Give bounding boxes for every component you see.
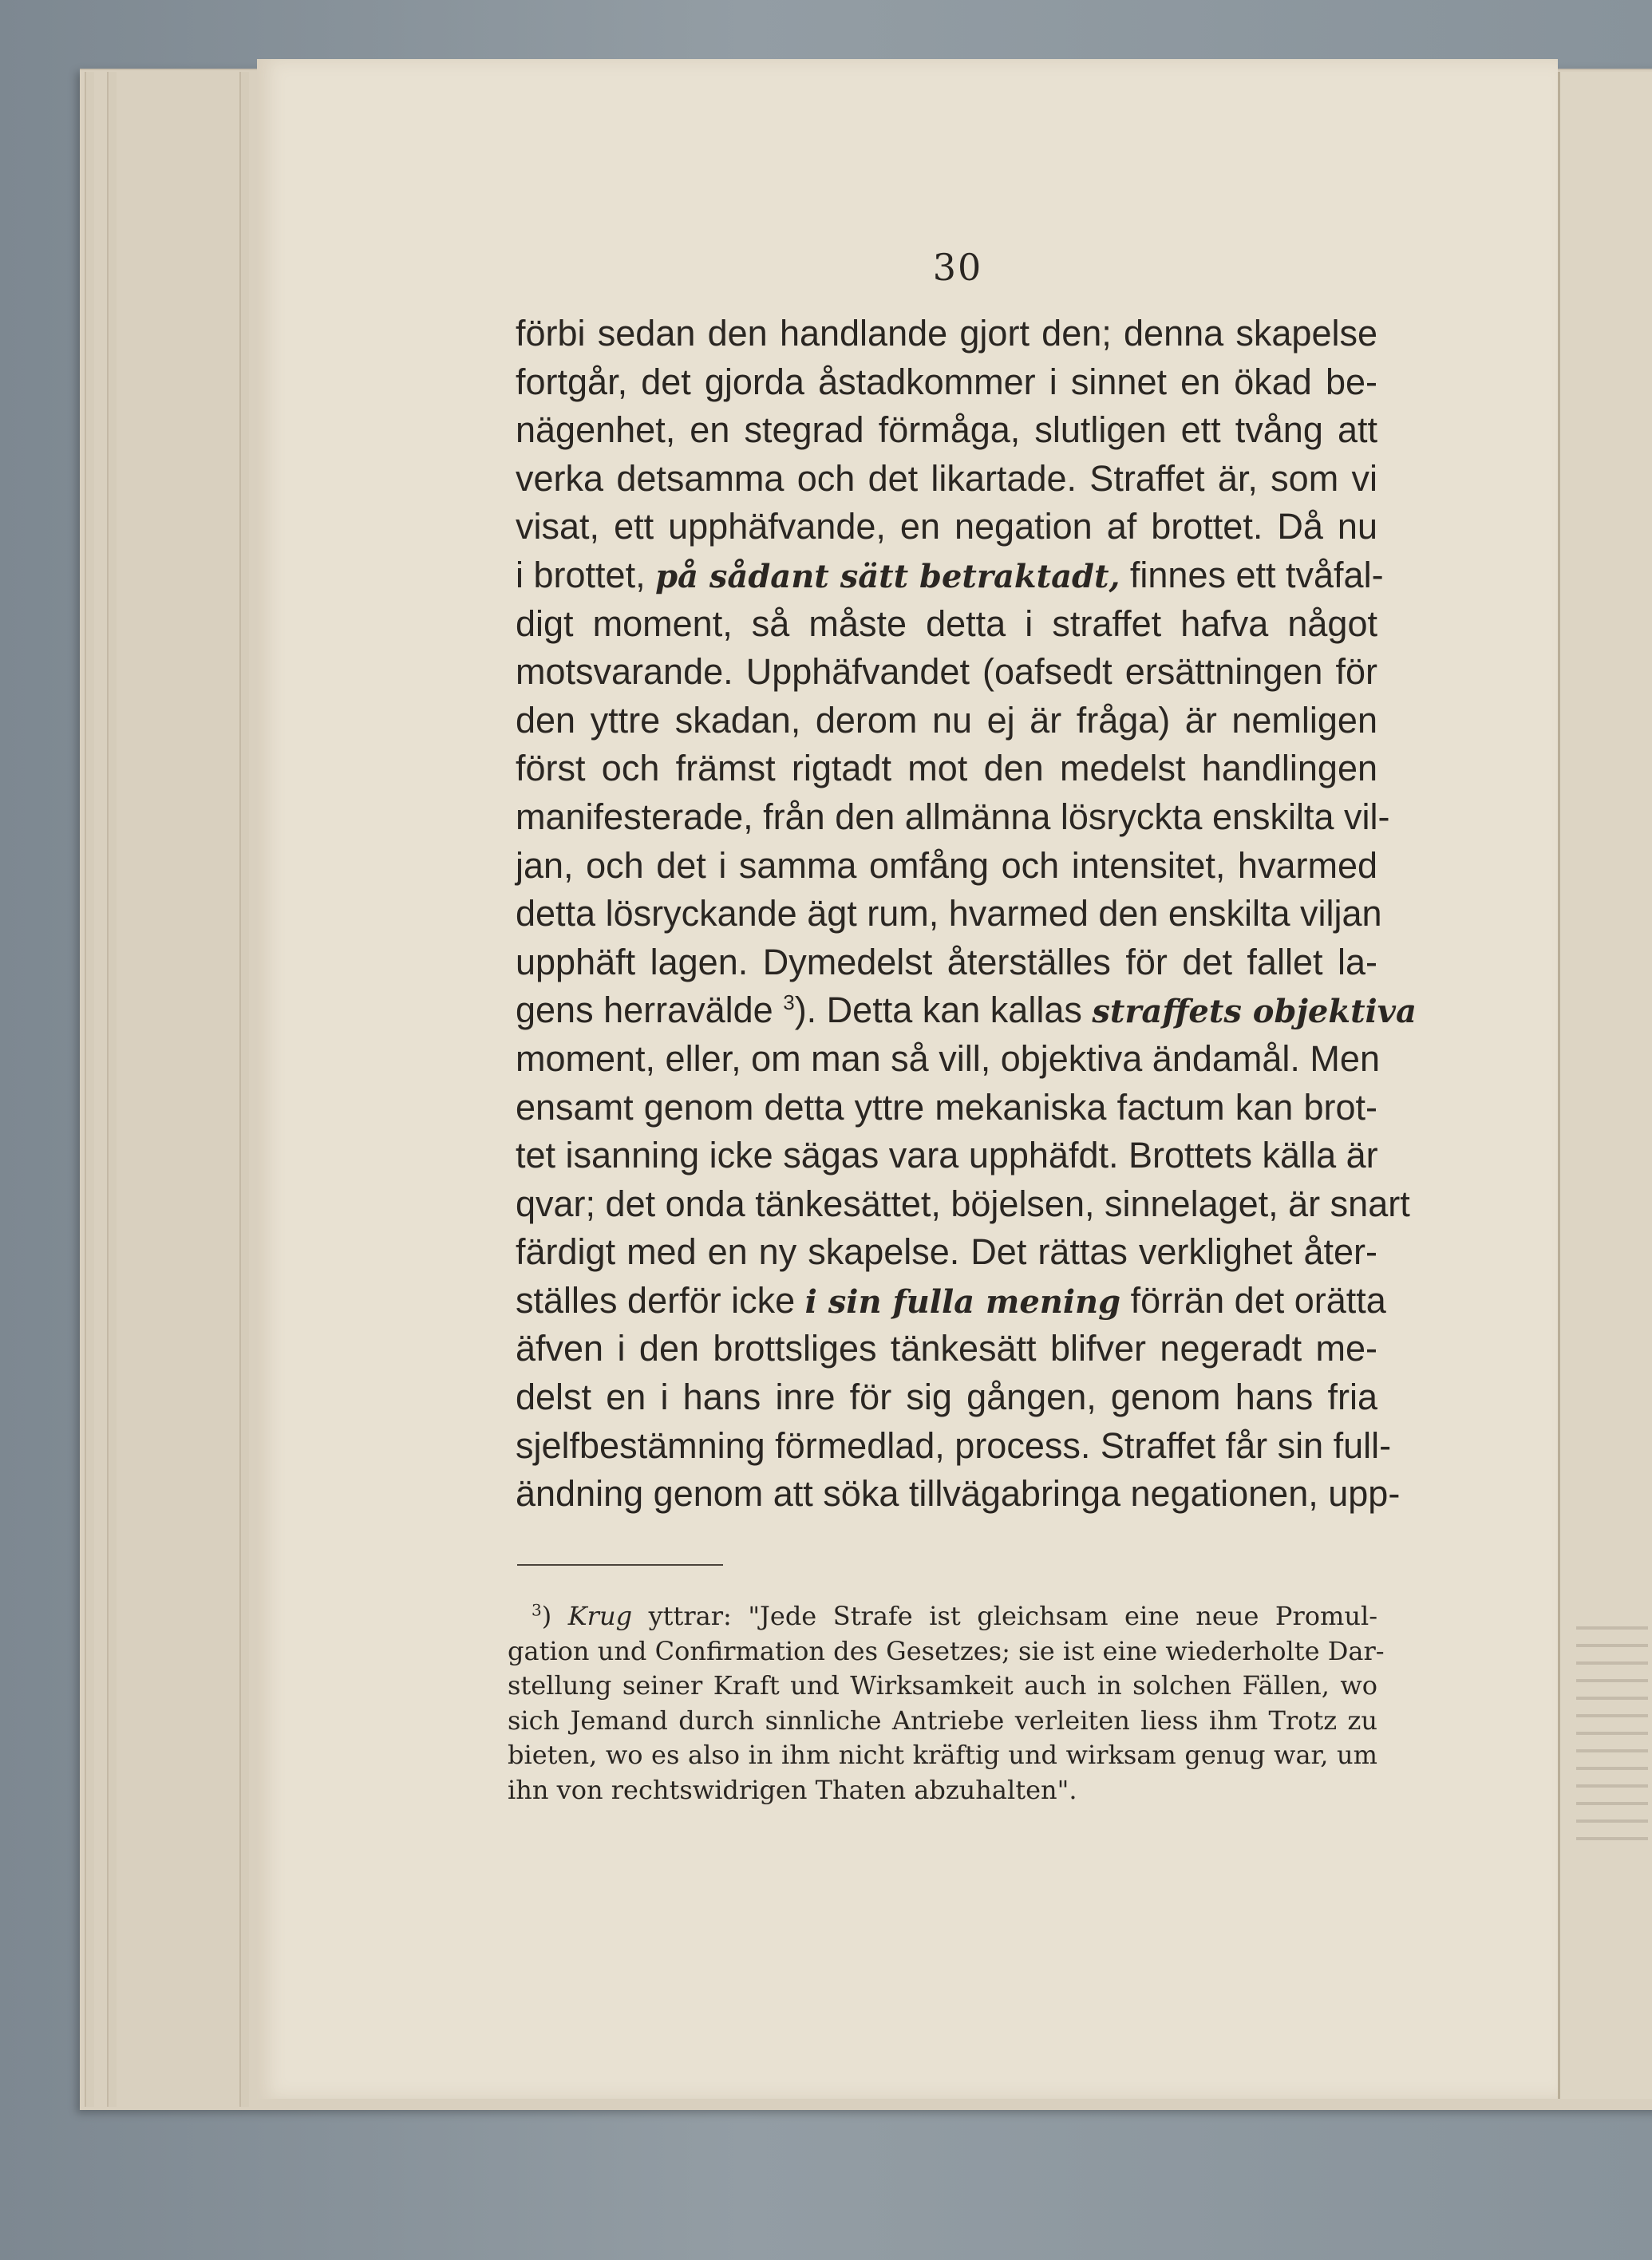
text-line: sjelfbestämning förmedlad, process. Straffet får sin full- (516, 1424, 1392, 1466)
footnote-line: sich Jemand durch sinnliche Antriebe verleiten liess ihm Trotz zu (508, 1705, 1377, 1736)
text-line: delst en i hans inre för sig gången, genom hans fria (516, 1377, 1377, 1418)
text-line: ändning genom att söka tillvägabringa negationen, upp- (516, 1473, 1401, 1515)
text-run: ). Detta kan kallas (794, 990, 1093, 1031)
page-number: 30 (932, 246, 983, 289)
footnote-author: Krug (567, 1601, 633, 1631)
body-text (516, 310, 1417, 1519)
text-line: tet isanning icke sägas vara upphäfdt. Brottets källa är (516, 1135, 1378, 1176)
text-line: förbi sedan den handlande gjort den; denna skapelse (516, 313, 1377, 354)
text-line: fortgår, det gjorda åstadkommer i sinnet en ökad be- (516, 361, 1377, 402)
text-line: ensamt genom detta yttre mekaniska factum kan brot- (516, 1086, 1377, 1128)
text-run: i brottet, (516, 554, 656, 595)
text-line: äfven i den brottsliges tänkesätt blifver negeradt me- (516, 1328, 1377, 1369)
footnote-marker: 3 (532, 1600, 542, 1620)
text-run: förrän det orätta (1120, 1279, 1386, 1321)
footnote (508, 1599, 1385, 1808)
text-line (516, 551, 1384, 600)
footnote-reference: 3 (783, 990, 795, 1015)
text-line: färdigt med en ny skapelse. Det rättas verklighet åter- (516, 1231, 1377, 1273)
text-run: ställes derför icke (516, 1279, 805, 1321)
text-line: digt moment, så måste detta i straffet hafva något (516, 603, 1377, 644)
text-line: manifesterade, från den allmänna lösryckta enskilta vil- (516, 796, 1390, 837)
leaf-edge (239, 72, 249, 2107)
text-line: jan, och det i samma omfång och intensitet, hvarmed (516, 844, 1377, 886)
emphasis-text: på sådant sätt betraktadt, (655, 557, 1120, 595)
footnote-line: bieten, wo es also in ihm nicht kräftig und wirksam genug war, um (508, 1740, 1377, 1770)
text-run: yttrar: "Jede Strafe ist gleichsam eine neue Promul- (632, 1601, 1378, 1631)
text-line: den yttre skadan, derom nu ej är fråga) är nemligen (516, 699, 1377, 741)
text-run: finnes ett tvåfal- (1120, 554, 1384, 595)
text-line: först och främst rigtadt mot den medelst handlingen (516, 748, 1377, 789)
text-line: verka detsamma och det likartade. Straffet är, som vi (516, 457, 1377, 499)
text-line: qvar; det onda tänkesättet, böjelsen, sinnelaget, är snart (516, 1183, 1410, 1224)
leaf-edge (85, 72, 94, 2107)
footnote-line: $^3$) Krug yttrar: "Jede Strafe ist gleichsam eine neue Promul- (532, 1600, 1378, 1631)
text-line: upphäft lagen. Dymedelst återställes för det fallet la- (516, 941, 1377, 982)
footnote-line: ihn von rechtswidrigen Thaten abzuhalten". (508, 1774, 1077, 1805)
facing-page-edge (1558, 72, 1652, 2099)
text-run: gens herravälde (516, 990, 784, 1031)
text-line (516, 986, 1417, 1035)
text-line (516, 1277, 1386, 1326)
text-line: nägenhet, en stegrad förmåga, slutligen ett tvång att (516, 409, 1377, 451)
text-line: detta lösryckande ägt rum, hvarmed den enskilta viljan (516, 893, 1382, 934)
text-line: moment, eller, om man så vill, objektiva ändamål. Men (516, 1037, 1380, 1079)
emphasis-text: straffets objektiva (1092, 993, 1417, 1031)
footnote-line: stellung seiner Kraft und Wirksamkeit auch in solchen Fällen, wo (508, 1670, 1377, 1701)
text-line: visat, ett upphäfvande, en negation af brottet. Då nu (516, 506, 1377, 547)
text-line: motsvarande. Upphäfvandet (oafsedt ersättningen för (516, 651, 1377, 693)
emphasis-text: i sin fulla mening (804, 1282, 1121, 1321)
bleed-through-text (1576, 1612, 1648, 1851)
footnote-line: gation und Confirmation des Gesetzes; sie ist eine wiederholte Dar- (508, 1635, 1385, 1666)
footnote-separator (517, 1564, 723, 1566)
leaf-edge (107, 72, 117, 2107)
